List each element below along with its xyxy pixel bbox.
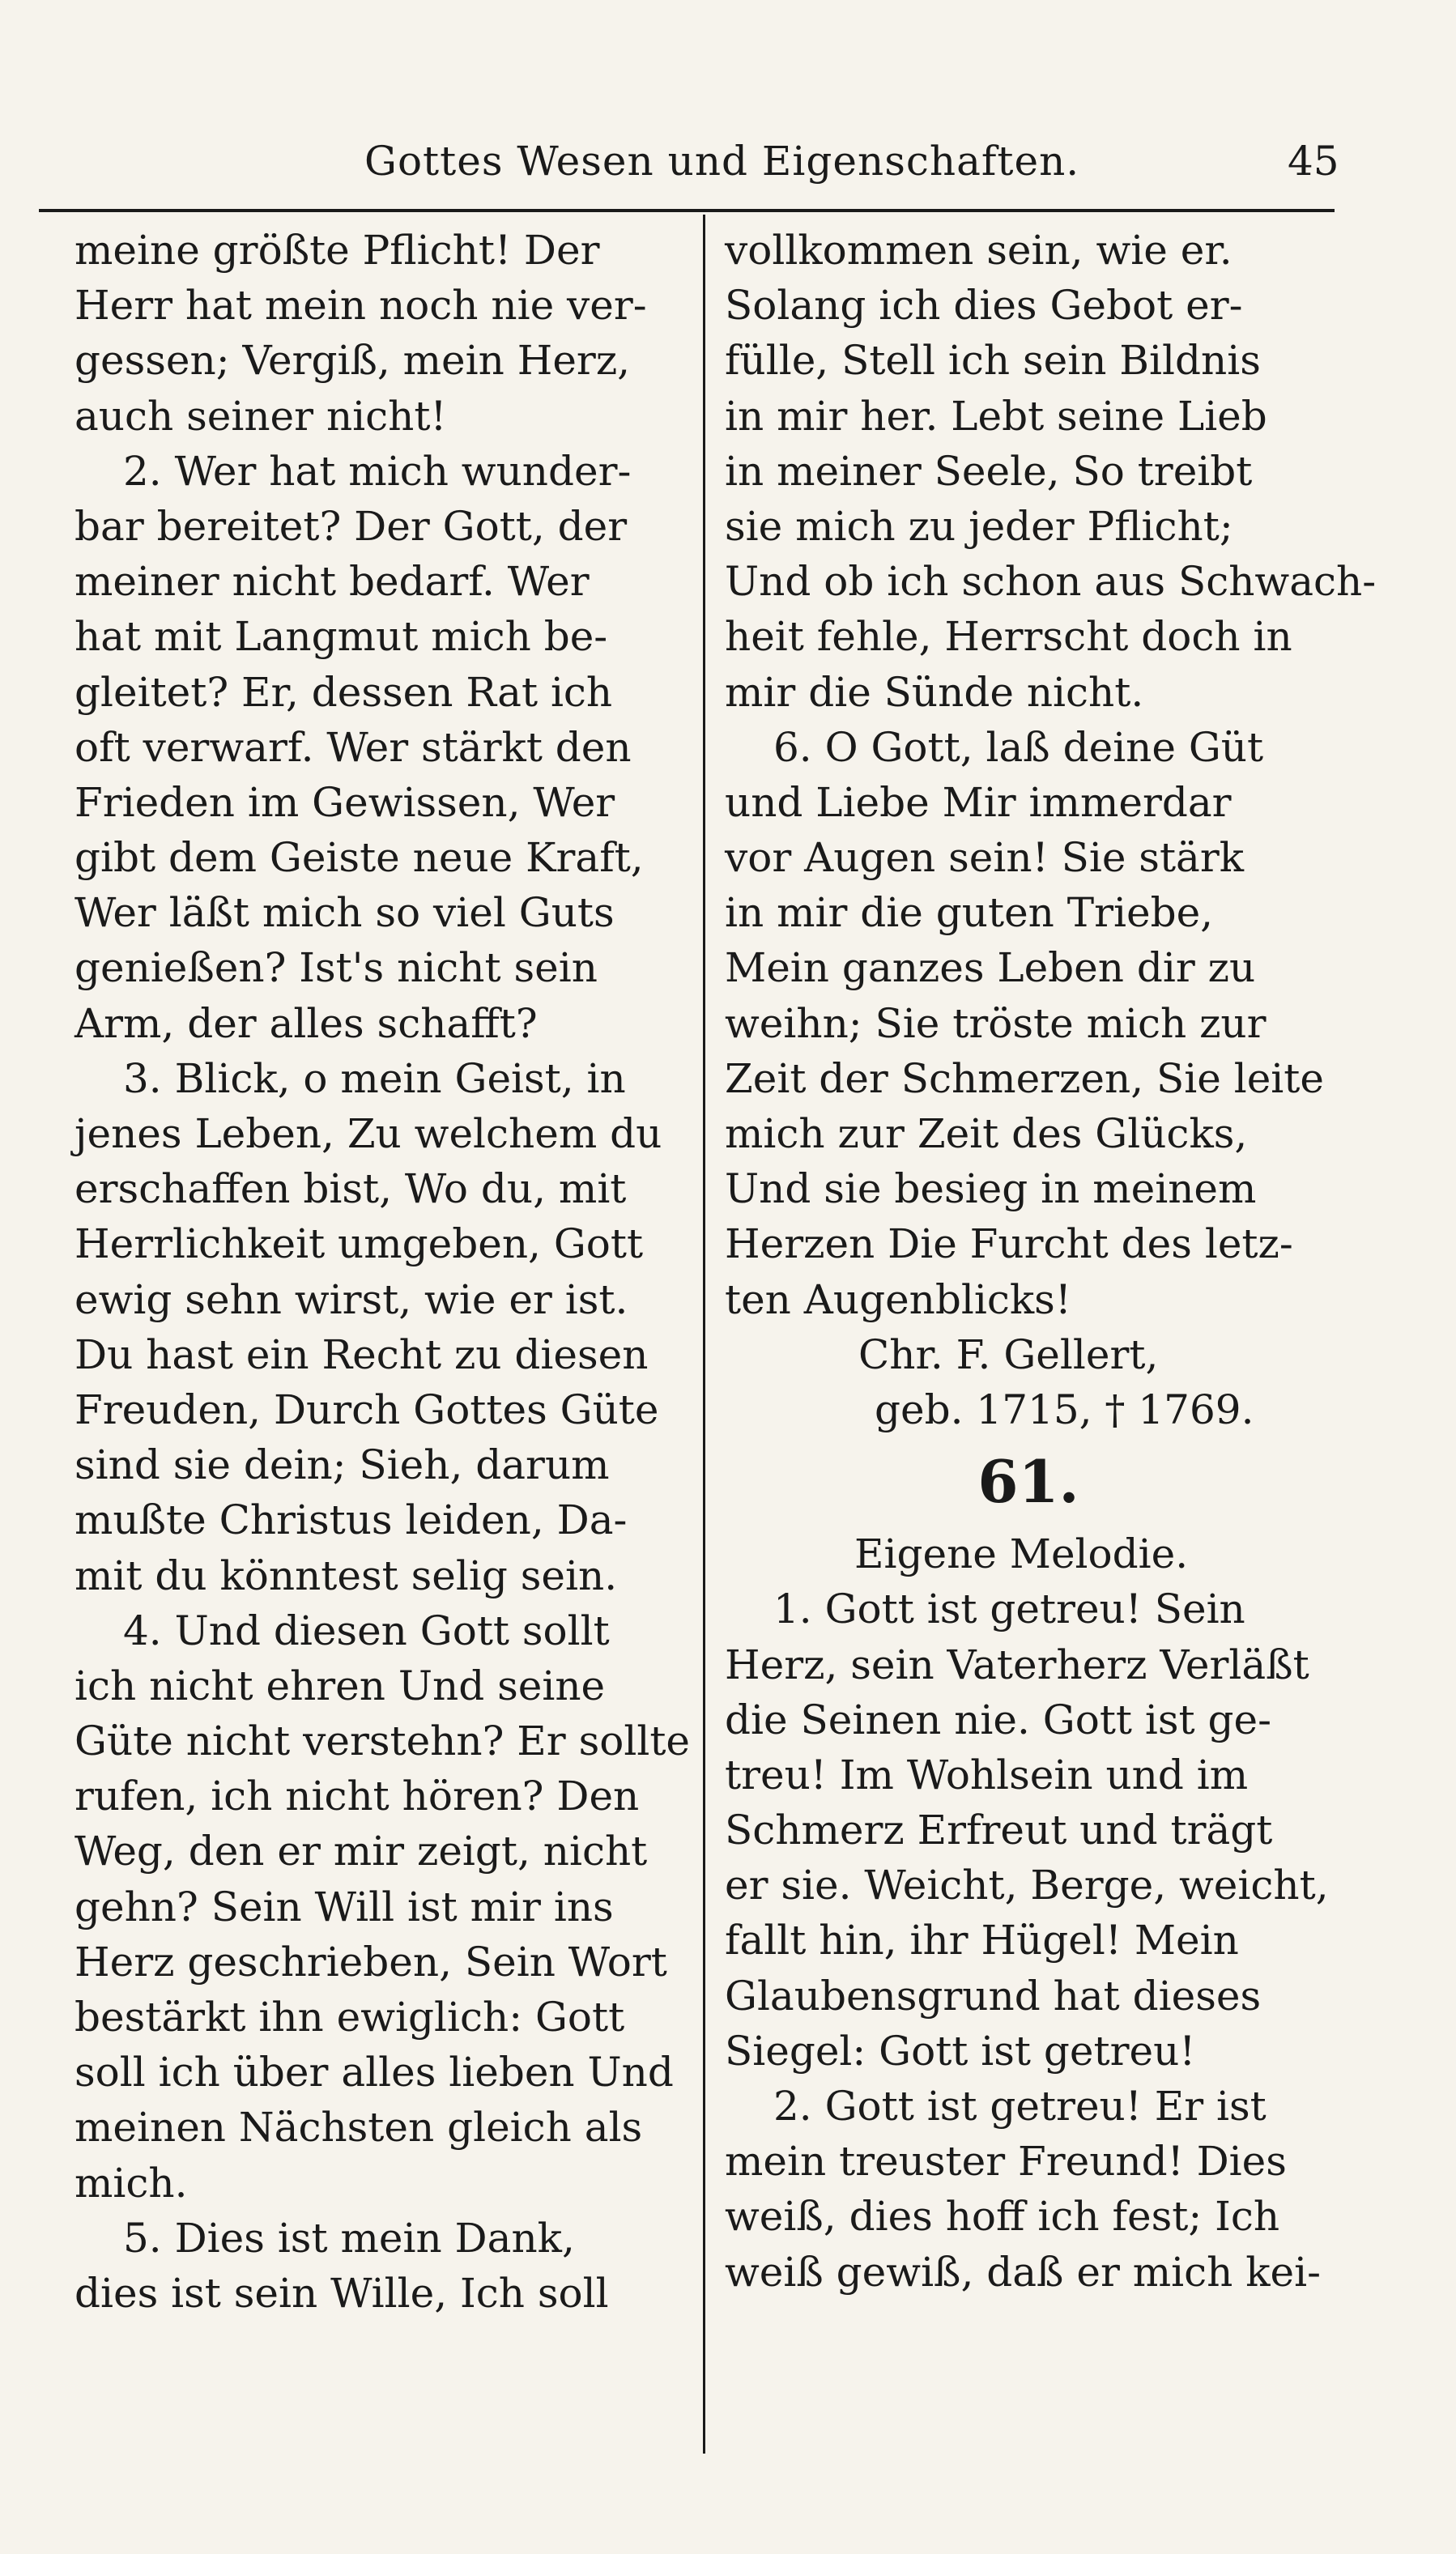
text-line: sie mich zu jeder Pflicht;: [725, 502, 1233, 550]
text-line: 4. Und diesen Gott sollt: [123, 1607, 610, 1654]
right-column: [725, 223, 1377, 2300]
text-line: Zeit der Schmerzen, Sie leite: [725, 1054, 1324, 1102]
text-line: ich nicht ehren Und seine: [75, 1662, 606, 1709]
text-line: Freuden, Durch Gottes Güte: [75, 1386, 659, 1433]
text-line: fallt hin, ihr Hügel! Mein: [725, 1917, 1239, 1964]
text-line: Herrlichkeit umgeben, Gott: [75, 1220, 644, 1268]
text-line: Herz, sein Vaterherz Verläßt: [725, 1641, 1309, 1688]
text-line: weiß gewiß, daß er mich kei-: [725, 2248, 1322, 2296]
text-line: mein treuster Freund! Dies: [725, 2138, 1287, 2186]
text-line: mich.: [75, 2159, 188, 2207]
running-title: Gottes Wesen und Eigenschaften.: [364, 138, 1080, 185]
hymn-61-text: [725, 1581, 1332, 2299]
text-line: Und ob ich schon aus Schwach-: [725, 558, 1377, 606]
text-line: meine größte Pflicht! Der: [75, 227, 600, 274]
text-line: in mir her. Lebt seine Lieb: [725, 392, 1267, 440]
text-line: und Liebe Mir immerdar: [725, 778, 1232, 826]
text-line: in meiner Seele, So treibt: [725, 447, 1253, 495]
text-line: 6. O Gott, laß deine Güt: [773, 723, 1264, 771]
text-line: meiner nicht bedarf. Wer: [75, 558, 590, 606]
text-line: genießen? Ist's nicht sein: [75, 944, 598, 992]
text-line: bestärkt ihn ewiglich: Gott: [75, 1994, 625, 2041]
text-line: oft verwarf. Wer stärkt den: [75, 723, 632, 771]
text-line: weihn; Sie tröste mich zur: [725, 999, 1267, 1047]
text-line: fülle, Stell ich sein Bildnis: [725, 337, 1261, 385]
text-line: Siegel: Gott ist getreu!: [725, 2027, 1196, 2075]
text-line: treu! Im Wohlsein und im: [725, 1751, 1249, 1798]
text-line: Herz geschrieben, Sein Wort: [75, 1938, 667, 1986]
author-dates: geb. 1715, † 1769.: [875, 1386, 1254, 1433]
header-rule: [39, 209, 1335, 212]
hymn-60-continuation: [725, 223, 1377, 1327]
text-line: bar bereitet? Der Gott, der: [75, 502, 628, 550]
text-line: rufen, ich nicht hören? Den: [75, 1773, 640, 1820]
melody-note: Eigene Melodie.: [854, 1530, 1189, 1578]
left-column: [75, 223, 691, 2321]
text-line: meinen Nächsten gleich als: [75, 2104, 643, 2152]
text-line: Frieden im Gewissen, Wer: [75, 778, 615, 826]
text-line: 3. Blick, o mein Geist, in: [123, 1054, 626, 1102]
text-line: die Seinen nie. Gott ist ge-: [725, 1696, 1272, 1743]
text-line: mich zur Zeit des Glücks,: [725, 1110, 1248, 1157]
text-line: ewig sehn wirst, wie er ist.: [75, 1275, 628, 1323]
text-line: heit fehle, Herrscht doch in: [725, 613, 1292, 661]
text-line: auch seiner nicht!: [75, 392, 447, 440]
hymn-number: 61.: [977, 1447, 1079, 1517]
text-line: mußte Christus leiden, Da-: [75, 1496, 628, 1544]
text-line: mit du könntest selig sein.: [75, 1552, 618, 1599]
text-line: vollkommen sein, wie er.: [725, 227, 1232, 274]
text-line: 5. Dies ist mein Dank,: [123, 2214, 575, 2262]
text-line: in mir die guten Triebe,: [725, 889, 1214, 937]
text-line: soll ich über alles lieben Und: [75, 2049, 674, 2096]
column-divider: [703, 215, 705, 2454]
text-line: 1. Gott ist getreu! Sein: [773, 1586, 1245, 1633]
text-line: hat mit Langmut mich be-: [75, 613, 608, 661]
author-attribution: Chr. F. Gellert,: [858, 1330, 1159, 1378]
running-header: [0, 138, 1456, 202]
text-line: vor Augen sein! Sie stärk: [725, 834, 1245, 882]
text-line: Herzen Die Furcht des letz-: [725, 1220, 1293, 1268]
text-line: Güte nicht verstehn? Er sollte: [75, 1718, 691, 1765]
text-line: gleitet? Er, dessen Rat ich: [75, 668, 613, 716]
text-line: Weg, den er mir zeigt, nicht: [75, 1828, 648, 1875]
text-line: Mein ganzes Leben dir zu: [725, 944, 1256, 992]
text-line: Du hast ein Recht zu diesen: [75, 1330, 649, 1378]
text-line: dies ist sein Wille, Ich soll: [75, 2269, 609, 2317]
text-line: Schmerz Erfreut und trägt: [725, 1807, 1273, 1854]
text-line: erschaffen bist, Wo du, mit: [75, 1165, 627, 1213]
text-line: Solang ich dies Gebot er-: [725, 282, 1243, 330]
text-line: Und sie besieg in meinem: [725, 1165, 1257, 1213]
text-line: jenes Leben, Zu welchem du: [75, 1110, 662, 1157]
text-line: weiß, dies hoff ich fest; Ich: [725, 2193, 1280, 2241]
text-line: 2. Wer hat mich wunder-: [123, 447, 632, 495]
text-line: gehn? Sein Will ist mir ins: [75, 1883, 614, 1930]
text-line: mir die Sünde nicht.: [725, 668, 1144, 716]
text-line: 2. Gott ist getreu! Er ist: [773, 2083, 1267, 2130]
text-line: gessen; Vergiß, mein Herz,: [75, 337, 631, 385]
text-line: Herr hat mein noch nie ver-: [75, 282, 647, 330]
text-line: Arm, der alles schafft?: [75, 999, 538, 1047]
text-line: gibt dem Geiste neue Kraft,: [75, 834, 644, 882]
page-number: 45: [1288, 138, 1339, 185]
text-line: Glaubensgrund hat dieses: [725, 1972, 1262, 2020]
text-line: er sie. Weicht, Berge, weicht,: [725, 1862, 1329, 1909]
text-line: ten Augenblicks!: [725, 1275, 1071, 1323]
text-line: Wer läßt mich so viel Guts: [75, 889, 615, 937]
text-line: sind sie dein; Sieh, darum: [75, 1441, 610, 1489]
